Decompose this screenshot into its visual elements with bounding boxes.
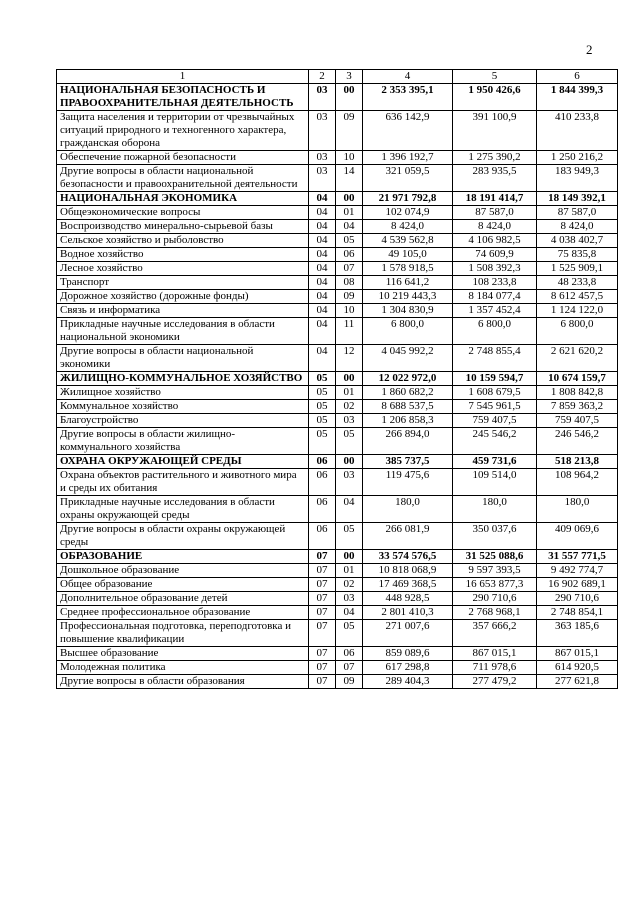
amount-col5-cell: 357 666,2	[453, 620, 537, 647]
subsection-code-cell: 07	[336, 661, 363, 675]
amount-col4-cell: 385 737,5	[363, 455, 453, 469]
item-name-cell: Другие вопросы в области национальной безопасности и правоохранительной деятельности	[57, 165, 309, 192]
amount-col5-cell: 245 546,2	[453, 428, 537, 455]
section-code-cell: 07	[309, 564, 336, 578]
amount-col6-cell: 9 492 774,7	[537, 564, 618, 578]
amount-col4-cell: 4 045 992,2	[363, 345, 453, 372]
amount-col6-cell: 4 038 402,7	[537, 234, 618, 248]
subsection-code-cell: 00	[336, 192, 363, 206]
table-row	[57, 276, 618, 290]
table-row	[57, 469, 618, 496]
table-row	[57, 414, 618, 428]
amount-col5-cell: 4 106 982,5	[453, 234, 537, 248]
subsection-code-cell: 14	[336, 165, 363, 192]
amount-col5-cell: 9 597 393,5	[453, 564, 537, 578]
subsection-code-cell: 06	[336, 647, 363, 661]
amount-col5-cell: 7 545 961,5	[453, 400, 537, 414]
amount-col6-cell: 1 844 399,3	[537, 84, 618, 111]
amount-col4-cell: 266 894,0	[363, 428, 453, 455]
amount-col6-cell: 8 612 457,5	[537, 290, 618, 304]
subsection-code-cell: 05	[336, 234, 363, 248]
item-name-cell: ОХРАНА ОКРУЖАЮЩЕЙ СРЕДЫ	[57, 455, 309, 469]
amount-col6-cell: 2 621 620,2	[537, 345, 618, 372]
subsection-code-cell: 10	[336, 304, 363, 318]
amount-col5-cell: 8 184 077,4	[453, 290, 537, 304]
amount-col6-cell: 277 621,8	[537, 675, 618, 689]
table-row	[57, 564, 618, 578]
item-name-cell: Другие вопросы в области охраны окружающей среды	[57, 523, 309, 550]
amount-col5-cell: 18 191 414,7	[453, 192, 537, 206]
amount-col5-cell: 16 653 877,3	[453, 578, 537, 592]
section-total-row	[57, 550, 618, 564]
section-code-cell: 04	[309, 234, 336, 248]
subsection-code-cell: 02	[336, 400, 363, 414]
table-row	[57, 400, 618, 414]
subsection-code-cell: 03	[336, 592, 363, 606]
section-code-cell: 06	[309, 455, 336, 469]
section-code-cell: 05	[309, 386, 336, 400]
amount-col6-cell: 6 800,0	[537, 318, 618, 345]
item-name-cell: Общее образование	[57, 578, 309, 592]
amount-col6-cell: 518 213,8	[537, 455, 618, 469]
item-name-cell: Благоустройство	[57, 414, 309, 428]
table-row	[57, 290, 618, 304]
amount-col4-cell: 6 800,0	[363, 318, 453, 345]
amount-col5-cell: 8 424,0	[453, 220, 537, 234]
item-name-cell: Дорожное хозяйство (дорожные фонды)	[57, 290, 309, 304]
subsection-code-cell: 03	[336, 414, 363, 428]
section-code-cell: 07	[309, 578, 336, 592]
section-code-cell: 05	[309, 400, 336, 414]
subsection-code-cell: 00	[336, 455, 363, 469]
amount-col5-cell: 1 508 392,3	[453, 262, 537, 276]
amount-col4-cell: 1 396 192,7	[363, 151, 453, 165]
section-code-cell: 06	[309, 496, 336, 523]
amount-col4-cell: 8 424,0	[363, 220, 453, 234]
table-row	[57, 304, 618, 318]
amount-col6-cell: 75 835,8	[537, 248, 618, 262]
amount-col5-cell: 277 479,2	[453, 675, 537, 689]
table-row	[57, 248, 618, 262]
header-row	[57, 70, 618, 84]
section-code-cell: 04	[309, 304, 336, 318]
amount-col4-cell: 8 688 537,5	[363, 400, 453, 414]
amount-col6-cell: 31 557 771,5	[537, 550, 618, 564]
subsection-code-cell: 07	[336, 262, 363, 276]
item-name-cell: ЖИЛИЩНО-КОММУНАЛЬНОЕ ХОЗЯЙСТВО	[57, 372, 309, 386]
item-name-cell: Воспроизводство минерально-сырьевой базы	[57, 220, 309, 234]
section-code-cell: 05	[309, 428, 336, 455]
table-row	[57, 234, 618, 248]
table-row	[57, 661, 618, 675]
section-code-cell: 07	[309, 661, 336, 675]
item-name-cell: НАЦИОНАЛЬНАЯ БЕЗОПАСНОСТЬ И ПРАВООХРАНИТЕЛЬНАЯ ДЕЯТЕЛЬНОСТЬ	[57, 84, 309, 111]
amount-col5-cell: 350 037,6	[453, 523, 537, 550]
amount-col6-cell: 363 185,6	[537, 620, 618, 647]
amount-col4-cell: 1 860 682,2	[363, 386, 453, 400]
header-cell: 2	[309, 70, 336, 84]
amount-col6-cell: 246 546,2	[537, 428, 618, 455]
item-name-cell: Высшее образование	[57, 647, 309, 661]
section-total-row	[57, 372, 618, 386]
subsection-code-cell: 08	[336, 276, 363, 290]
section-total-row	[57, 455, 618, 469]
amount-col4-cell: 289 404,3	[363, 675, 453, 689]
subsection-code-cell: 04	[336, 220, 363, 234]
amount-col5-cell: 759 407,5	[453, 414, 537, 428]
amount-col4-cell: 1 304 830,9	[363, 304, 453, 318]
header-cell: 1	[57, 70, 309, 84]
table-row	[57, 592, 618, 606]
table-row	[57, 262, 618, 276]
header-cell: 5	[453, 70, 537, 84]
section-code-cell: 03	[309, 165, 336, 192]
amount-col5-cell: 31 525 088,6	[453, 550, 537, 564]
amount-col6-cell: 290 710,6	[537, 592, 618, 606]
amount-col5-cell: 711 978,6	[453, 661, 537, 675]
amount-col6-cell: 1 124 122,0	[537, 304, 618, 318]
subsection-code-cell: 09	[336, 675, 363, 689]
item-name-cell: ОБРАЗОВАНИЕ	[57, 550, 309, 564]
amount-col5-cell: 109 514,0	[453, 469, 537, 496]
subsection-code-cell: 00	[336, 550, 363, 564]
amount-col4-cell: 2 353 395,1	[363, 84, 453, 111]
table-row	[57, 220, 618, 234]
amount-col6-cell: 180,0	[537, 496, 618, 523]
item-name-cell: Другие вопросы в области жилищно-коммунального хозяйства	[57, 428, 309, 455]
section-code-cell: 04	[309, 276, 336, 290]
table-row	[57, 675, 618, 689]
header-cell: 4	[363, 70, 453, 84]
subsection-code-cell: 00	[336, 372, 363, 386]
amount-col5-cell: 2 748 855,4	[453, 345, 537, 372]
section-code-cell: 05	[309, 414, 336, 428]
table-row	[57, 606, 618, 620]
item-name-cell: Прикладные научные исследования в области охраны окружающей среды	[57, 496, 309, 523]
amount-col5-cell: 10 159 594,7	[453, 372, 537, 386]
subsection-code-cell: 00	[336, 84, 363, 111]
item-name-cell: Обеспечение пожарной безопасности	[57, 151, 309, 165]
table-row	[57, 578, 618, 592]
subsection-code-cell: 05	[336, 428, 363, 455]
amount-col5-cell: 180,0	[453, 496, 537, 523]
amount-col4-cell: 12 022 972,0	[363, 372, 453, 386]
subsection-code-cell: 05	[336, 620, 363, 647]
amount-col5-cell: 1 357 452,4	[453, 304, 537, 318]
amount-col4-cell: 17 469 368,5	[363, 578, 453, 592]
amount-col4-cell: 321 059,5	[363, 165, 453, 192]
section-code-cell: 07	[309, 620, 336, 647]
amount-col4-cell: 33 574 576,5	[363, 550, 453, 564]
item-name-cell: Дошкольное образование	[57, 564, 309, 578]
subsection-code-cell: 01	[336, 386, 363, 400]
amount-col6-cell: 18 149 392,1	[537, 192, 618, 206]
amount-col4-cell: 102 074,9	[363, 206, 453, 220]
table-row	[57, 523, 618, 550]
section-code-cell: 03	[309, 151, 336, 165]
section-code-cell: 06	[309, 469, 336, 496]
amount-col6-cell: 867 015,1	[537, 647, 618, 661]
subsection-code-cell: 04	[336, 496, 363, 523]
amount-col6-cell: 87 587,0	[537, 206, 618, 220]
section-code-cell: 04	[309, 262, 336, 276]
amount-col5-cell: 87 587,0	[453, 206, 537, 220]
subsection-code-cell: 06	[336, 248, 363, 262]
item-name-cell: Другие вопросы в области национальной экономики	[57, 345, 309, 372]
amount-col5-cell: 74 609,9	[453, 248, 537, 262]
amount-col4-cell: 10 818 068,9	[363, 564, 453, 578]
subsection-code-cell: 09	[336, 290, 363, 304]
amount-col6-cell: 1 808 842,8	[537, 386, 618, 400]
section-code-cell: 06	[309, 523, 336, 550]
section-code-cell: 07	[309, 647, 336, 661]
table-row	[57, 318, 618, 345]
amount-col4-cell: 49 105,0	[363, 248, 453, 262]
section-code-cell: 04	[309, 318, 336, 345]
amount-col6-cell: 1 250 216,2	[537, 151, 618, 165]
subsection-code-cell: 11	[336, 318, 363, 345]
amount-col6-cell: 108 964,2	[537, 469, 618, 496]
section-code-cell: 07	[309, 606, 336, 620]
subsection-code-cell: 10	[336, 151, 363, 165]
table-row	[57, 428, 618, 455]
header-cell: 3	[336, 70, 363, 84]
section-code-cell: 04	[309, 220, 336, 234]
amount-col4-cell: 448 928,5	[363, 592, 453, 606]
item-name-cell: Сельское хозяйство и рыболовство	[57, 234, 309, 248]
amount-col4-cell: 4 539 562,8	[363, 234, 453, 248]
amount-col4-cell: 266 081,9	[363, 523, 453, 550]
item-name-cell: НАЦИОНАЛЬНАЯ ЭКОНОМИКА	[57, 192, 309, 206]
section-code-cell: 07	[309, 550, 336, 564]
item-name-cell: Коммунальное хозяйство	[57, 400, 309, 414]
amount-col4-cell: 1 578 918,5	[363, 262, 453, 276]
amount-col6-cell: 8 424,0	[537, 220, 618, 234]
subsection-code-cell: 02	[336, 578, 363, 592]
section-code-cell: 04	[309, 248, 336, 262]
item-name-cell: Общеэкономические вопросы	[57, 206, 309, 220]
amount-col6-cell: 10 674 159,7	[537, 372, 618, 386]
section-code-cell: 03	[309, 84, 336, 111]
page-number: 2	[586, 42, 593, 57]
amount-col4-cell: 2 801 410,3	[363, 606, 453, 620]
item-name-cell: Другие вопросы в области образования	[57, 675, 309, 689]
item-name-cell: Охрана объектов растительного и животного мира и среды их обитания	[57, 469, 309, 496]
subsection-code-cell: 03	[336, 469, 363, 496]
subsection-code-cell: 04	[336, 606, 363, 620]
section-code-cell: 07	[309, 592, 336, 606]
amount-col5-cell: 290 710,6	[453, 592, 537, 606]
amount-col4-cell: 617 298,8	[363, 661, 453, 675]
amount-col4-cell: 21 971 792,8	[363, 192, 453, 206]
amount-col6-cell: 48 233,8	[537, 276, 618, 290]
amount-col5-cell: 283 935,5	[453, 165, 537, 192]
table-row	[57, 111, 618, 151]
table-row	[57, 386, 618, 400]
item-name-cell: Транспорт	[57, 276, 309, 290]
item-name-cell: Молодежная политика	[57, 661, 309, 675]
table-row	[57, 496, 618, 523]
amount-col5-cell: 1 608 679,5	[453, 386, 537, 400]
subsection-code-cell: 01	[336, 206, 363, 220]
section-code-cell: 04	[309, 206, 336, 220]
table-row	[57, 647, 618, 661]
amount-col4-cell: 180,0	[363, 496, 453, 523]
budget-table	[56, 69, 618, 689]
table-row	[57, 151, 618, 165]
item-name-cell: Дополнительное образование детей	[57, 592, 309, 606]
amount-col4-cell: 10 219 443,3	[363, 290, 453, 304]
section-total-row	[57, 84, 618, 111]
subsection-code-cell: 01	[336, 564, 363, 578]
amount-col5-cell: 2 768 968,1	[453, 606, 537, 620]
subsection-code-cell: 09	[336, 111, 363, 151]
amount-col5-cell: 1 950 426,6	[453, 84, 537, 111]
amount-col5-cell: 1 275 390,2	[453, 151, 537, 165]
table-row	[57, 206, 618, 220]
section-code-cell: 04	[309, 345, 336, 372]
section-code-cell: 04	[309, 290, 336, 304]
amount-col5-cell: 867 015,1	[453, 647, 537, 661]
header-cell: 6	[537, 70, 618, 84]
amount-col6-cell: 1 525 909,1	[537, 262, 618, 276]
budget-table-body	[57, 70, 618, 689]
item-name-cell: Лесное хозяйство	[57, 262, 309, 276]
section-total-row	[57, 192, 618, 206]
table-row	[57, 620, 618, 647]
amount-col6-cell: 2 748 854,1	[537, 606, 618, 620]
amount-col4-cell: 119 475,6	[363, 469, 453, 496]
item-name-cell: Профессиональная подготовка, переподготовка и повышение квалификации	[57, 620, 309, 647]
amount-col6-cell: 410 233,8	[537, 111, 618, 151]
item-name-cell: Среднее профессиональное образование	[57, 606, 309, 620]
amount-col5-cell: 391 100,9	[453, 111, 537, 151]
amount-col6-cell: 16 902 689,1	[537, 578, 618, 592]
amount-col6-cell: 183 949,3	[537, 165, 618, 192]
amount-col4-cell: 1 206 858,3	[363, 414, 453, 428]
amount-col5-cell: 6 800,0	[453, 318, 537, 345]
amount-col4-cell: 271 007,6	[363, 620, 453, 647]
amount-col6-cell: 759 407,5	[537, 414, 618, 428]
amount-col6-cell: 409 069,6	[537, 523, 618, 550]
item-name-cell: Жилищное хозяйство	[57, 386, 309, 400]
section-code-cell: 07	[309, 675, 336, 689]
amount-col6-cell: 7 859 363,2	[537, 400, 618, 414]
table-row	[57, 345, 618, 372]
amount-col4-cell: 859 089,6	[363, 647, 453, 661]
section-code-cell: 05	[309, 372, 336, 386]
amount-col6-cell: 614 920,5	[537, 661, 618, 675]
item-name-cell: Защита населения и территории от чрезвычайных ситуаций природного и техногенного характера, гражданская оборона	[57, 111, 309, 151]
amount-col4-cell: 116 641,2	[363, 276, 453, 290]
item-name-cell: Водное хозяйство	[57, 248, 309, 262]
section-code-cell: 03	[309, 111, 336, 151]
subsection-code-cell: 12	[336, 345, 363, 372]
amount-col5-cell: 459 731,6	[453, 455, 537, 469]
item-name-cell: Прикладные научные исследования в области национальной экономики	[57, 318, 309, 345]
table-row	[57, 165, 618, 192]
subsection-code-cell: 05	[336, 523, 363, 550]
amount-col4-cell: 636 142,9	[363, 111, 453, 151]
section-code-cell: 04	[309, 192, 336, 206]
amount-col5-cell: 108 233,8	[453, 276, 537, 290]
item-name-cell: Связь и информатика	[57, 304, 309, 318]
